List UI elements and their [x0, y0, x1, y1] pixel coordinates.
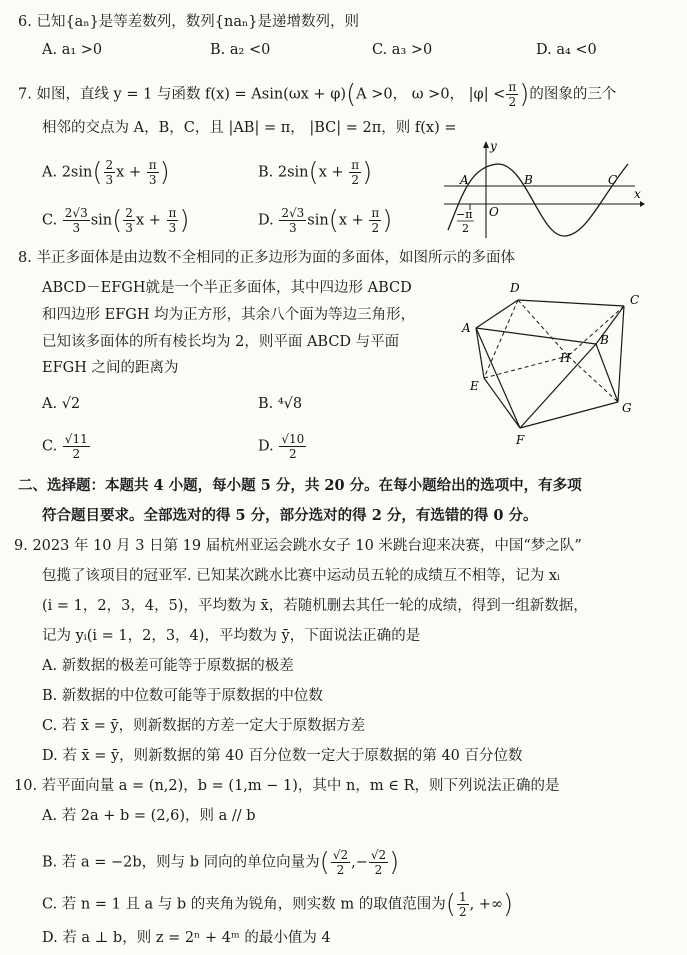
- edge-fg: [520, 402, 618, 428]
- fig-label-x: x: [634, 187, 641, 201]
- q8-line1: 8. 半正多面体是由边数不全相同的正多边形为面的多面体，如图所示的多面体: [18, 250, 515, 266]
- edge-af: [476, 328, 520, 428]
- edge-cg: [618, 306, 624, 402]
- q7-option-d: D. $\frac{2√3}{3}$ sin(x + $\frac{\pi}{2}$ ): [258, 205, 393, 236]
- fig-label-d: D: [510, 281, 520, 295]
- edge-hg-hidden: [568, 356, 618, 402]
- q9-line1: 9. 2023 年 10 月 3 日第 19 届杭州亚运会跳水女子 10 米跳台迎来决赛，中国“梦之队”: [14, 538, 582, 554]
- q9-option-b: B. 新数据的中位数可能等于原数据的中位数: [42, 688, 323, 704]
- q6-option-c: C. a₃ >0: [372, 42, 433, 58]
- q8-line5: EFGH 之间的距离为: [42, 360, 179, 376]
- q8-option-c: C. $\frac{√11}{2}$: [42, 432, 88, 461]
- q9-option-a: A. 新数据的极差可能等于原数据的极差: [42, 658, 294, 674]
- q10-option-c: C. 若 n = 1 且 a 与 b 的夹角为锐角，则实数 m 的取值范围为( $\frac{1}{2}$ , +∞): [42, 889, 514, 920]
- q9-line3: (i = 1，2，3，4，5)，平均数为 x̄，若随机删去其任一轮的成绩，得到一组新数据，: [42, 598, 588, 614]
- edge-ae: [476, 328, 484, 378]
- q6-option-a: A. a₁ >0: [42, 42, 103, 58]
- section2-line2: 符合题目要求。全部选对的得 5 分，部分选对的得 2 分，有选错的得 0 分。: [42, 507, 538, 524]
- edge-dc: [518, 300, 624, 306]
- edge-ef: [484, 378, 520, 428]
- fig-label-origin: O: [489, 205, 499, 219]
- q8-line3: 和四边形 EFGH 均为正方形，其余八个面为等边三角形，: [42, 307, 416, 323]
- q8-line2: ABCD－EFGH就是一个半正多面体，其中四边形 ABCD: [42, 280, 412, 296]
- q10-option-b: B. 若 a = −2b，则与 b 同向的单位向量为( $\frac{√2}{2}$ ,− $\frac{√2}{2}$ ): [42, 847, 400, 878]
- fig-label-b: B: [524, 173, 533, 187]
- q9-option-d: D. 若 x̄ = ȳ，则新数据的第 40 百分位数一定大于原数据的第 40 百分位数: [42, 748, 523, 764]
- edge-bf: [520, 344, 596, 428]
- q8-line4: 已知该多面体的所有棱长均为 2，则平面 ABCD 与平面: [42, 334, 400, 350]
- fig-label-h: H: [560, 351, 571, 365]
- edge-ch-hidden: [568, 306, 624, 356]
- y-axis-arrow-icon: [483, 141, 489, 148]
- q8-option-b: B. ⁴√8: [258, 396, 303, 412]
- q9-option-c: C. 若 x̄ = ȳ，则新数据的方差一定大于原数据方差: [42, 718, 366, 734]
- fig-label-c: C: [630, 293, 640, 307]
- q10-option-d: D. 若 a ⊥ b，则 z = 2ⁿ + 4ᵐ 的最小值为 4: [42, 930, 331, 946]
- q7-sine-graph: [440, 138, 646, 242]
- q10-stem: 10. 若平面向量 a = (n,2)，b = (1,m − 1)，其中 n，m ∈ R，则下列说法正确的是: [14, 778, 560, 794]
- edge-dh-hidden: [518, 300, 568, 356]
- x-axis-arrow-icon: [640, 201, 645, 207]
- q10-option-a: A. 若 2a + b = (2,6)，则 a // b: [42, 808, 256, 824]
- fig-label-den: 2: [462, 222, 469, 235]
- fig-label-b: B: [600, 333, 609, 347]
- fig-label-a: A: [462, 321, 471, 335]
- edge-ba: [476, 328, 596, 344]
- fig-label-e: E: [470, 379, 479, 393]
- q7-option-c: C. $\frac{2√3}{3}$ sin( $\frac{2}{3}$ x + $\frac{\pi}{3}$ ): [42, 205, 190, 236]
- section2-line1: 二、选择题：本题共 4 小题，每小题 5 分，共 20 分。在每小题给出的选项中，有多项: [18, 477, 582, 494]
- sine-curve: [448, 164, 628, 236]
- q6-option-d: D. a₄ <0: [536, 42, 597, 58]
- edge-bg: [596, 344, 618, 402]
- fig-label-y: y: [490, 139, 497, 153]
- q6-stem: 6. 已知{aₙ}是等差数列，数列{naₙ}是递增数列，则: [18, 14, 360, 30]
- fig-label-c: C: [608, 173, 618, 187]
- q7-stem-end: 的图象的三个: [529, 86, 617, 103]
- q9-line2: 包揽了该项目的冠亚军. 已知某次跳水比赛中运动员五轮的成绩互不相等，记为 xᵢ: [42, 568, 560, 584]
- fig-label-f: F: [516, 433, 525, 447]
- q7-option-a: A. 2sin( $\frac{2}{3}$ x + $\frac{\pi}{3}$ ): [42, 157, 170, 188]
- q8-option-a: A. √2: [42, 396, 81, 412]
- q8-polyhedron-figure: [456, 278, 646, 448]
- q7-option-b: B. 2sin(x + $\frac{\pi}{2}$ ): [258, 157, 373, 188]
- q7-condition: A >0， ω >0， |φ| <: [356, 86, 506, 103]
- q7-stem-start: 7. 如图，直线 y = 1 与函数 f(x) = Asin(ωx + φ): [18, 86, 347, 103]
- q7-line1: 7. 如图，直线 y = 1 与函数 f(x) = Asin(ωx + φ)(A >0， ω >0， |φ| < $\frac{\pi}{2}$ )的图象的三个: [18, 79, 617, 110]
- q9-line4: 记为 yᵢ(i = 1，2，3，4)，平均数为 ȳ，下面说法正确的是: [42, 628, 421, 644]
- q8-option-d: D. $\frac{√10}{2}$: [258, 432, 305, 461]
- fig-label-g: G: [622, 401, 632, 415]
- fig-label-neg-pi: −π: [456, 208, 473, 221]
- q7-line2: 相邻的交点为 A，B，C，且 |AB| = π， |BC| = 2π，则 f(x) =: [42, 120, 457, 136]
- fig-label-a: A: [460, 173, 469, 187]
- q6-option-b: B. a₂ <0: [210, 42, 271, 58]
- q7-pi-over-2: $\frac{\pi}{2}$: [508, 80, 517, 109]
